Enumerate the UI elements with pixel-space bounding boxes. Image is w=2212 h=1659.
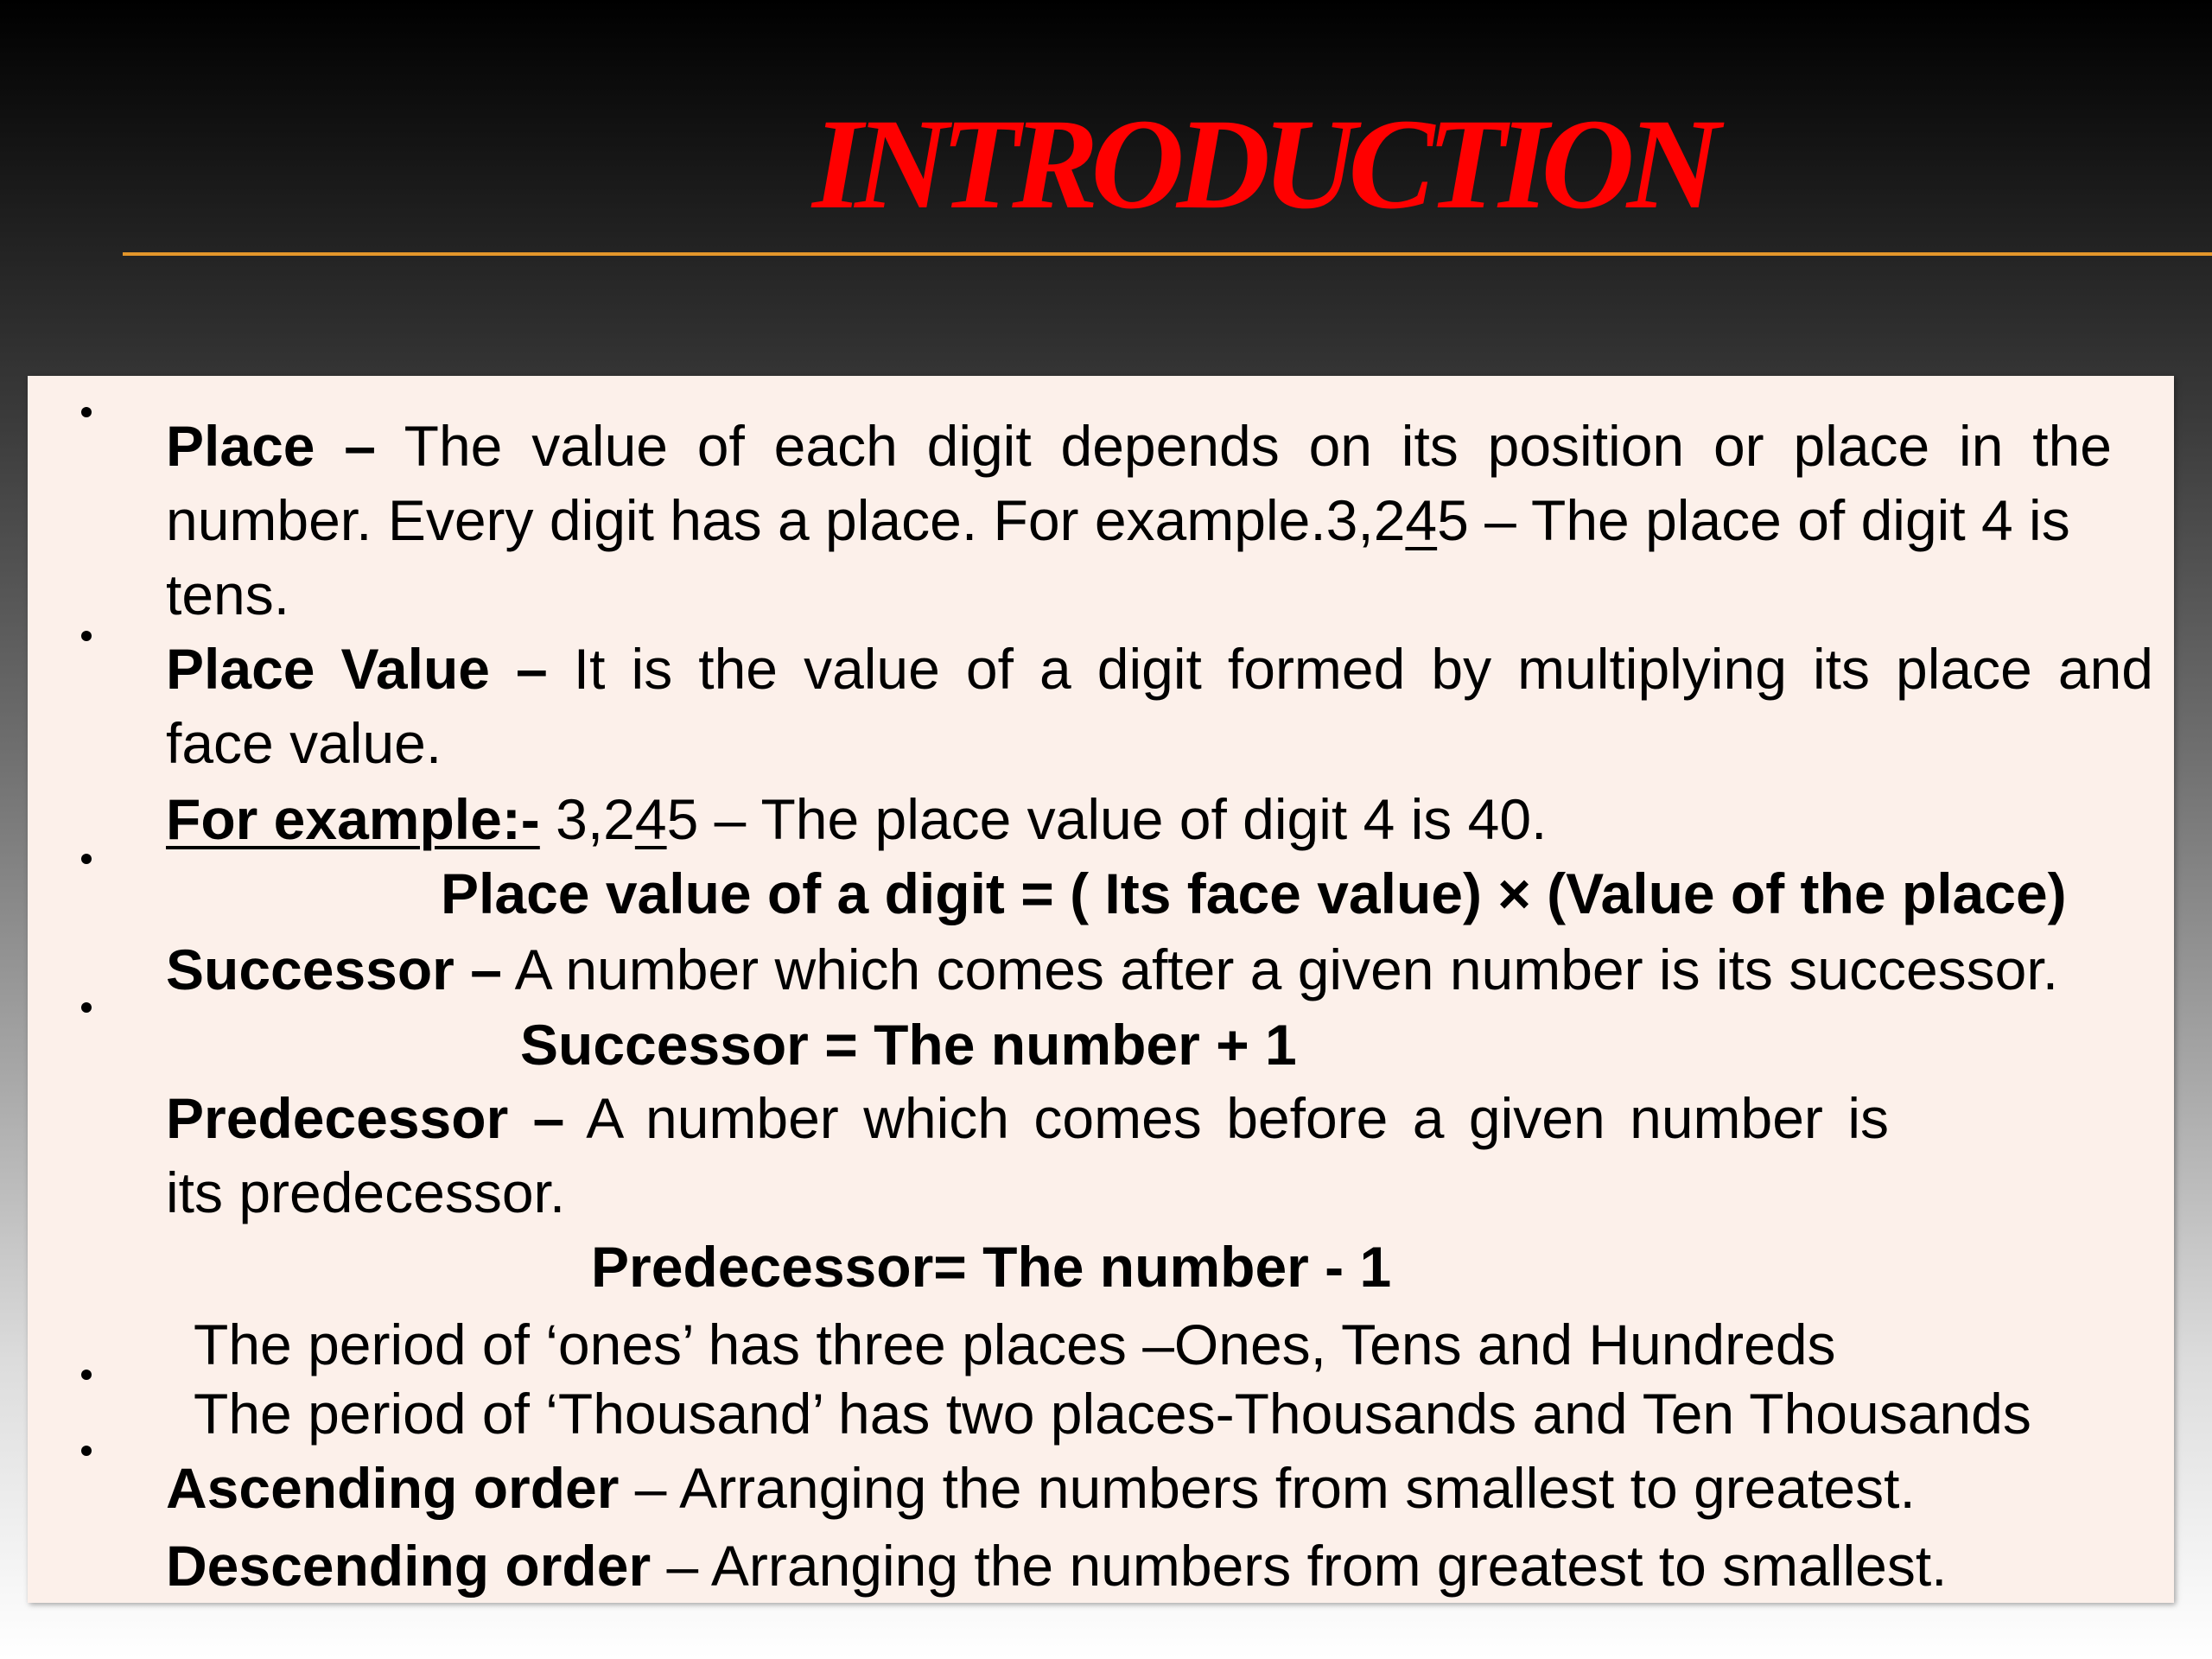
period-thousand: The period of ‘Thousand’ has two places-Thousands and Ten Thousands [194, 1382, 2031, 1446]
bullet-place [81, 407, 92, 417]
bullet-period-ones [81, 1370, 92, 1380]
place-value-line-2: face value. [166, 711, 442, 775]
bullet-place-value [81, 631, 92, 641]
successor-formula: Successor = The number + 1 [520, 1013, 1297, 1077]
example-label: For example:- [166, 787, 540, 851]
descending-line [166, 1529, 1948, 1603]
place-text-1: The value of each digit depends on its position or place in the [376, 414, 2112, 478]
place-underlined-digit: 4 [1405, 488, 1438, 552]
successor-line [166, 932, 2058, 1007]
predecessor-text-1: A number which comes before a given number is [564, 1086, 1889, 1150]
example-text-a: 3,2 [539, 787, 635, 851]
place-value-example [166, 782, 1547, 856]
ascending-text: – Arranging the numbers from smallest to greatest. [619, 1456, 1916, 1520]
example-text-b: 5 – The place value of digit 4 is 40. [666, 787, 1548, 851]
ascending-line [166, 1451, 1916, 1525]
slide-title: INTRODUCTION [812, 92, 1713, 236]
place-line-2 [166, 483, 2070, 557]
predecessor-line-1 [166, 1081, 1889, 1155]
place-line-3: tens. [166, 563, 290, 626]
place-value-term: Place Value – [166, 637, 548, 701]
predecessor-formula: Predecessor= The number - 1 [591, 1235, 1392, 1299]
predecessor-term: Predecessor – [166, 1086, 565, 1150]
predecessor-line-2: its predecessor. [166, 1160, 566, 1224]
place-text-2b: 5 – The place of digit 4 is [1437, 488, 2070, 552]
place-value-text-1: It is the value of a digit formed by multiplying its place and [547, 637, 2153, 701]
place-value-line-1 [166, 632, 2153, 706]
bullet-period-thousand [81, 1446, 92, 1456]
place-value-formula: Place value of a digit = ( Its face value) × (Value of the place) [441, 861, 2067, 925]
bullet-formula [81, 854, 92, 864]
successor-term: Successor – [166, 938, 502, 1001]
content-box [28, 376, 2174, 1603]
ascending-term: Ascending order [166, 1456, 620, 1520]
place-term: Place – [166, 414, 377, 478]
example-underlined-digit: 4 [634, 787, 667, 851]
place-line-1 [166, 409, 2112, 483]
title-divider [123, 252, 2212, 256]
bullet-successor [81, 1002, 92, 1013]
successor-text: A number which comes after a given number is its successor. [501, 938, 2059, 1001]
descending-term: Descending order [166, 1534, 652, 1598]
place-text-2a: number. Every digit has a place. For example.3,2 [166, 488, 1406, 552]
descending-text: – Arranging the numbers from greatest to smallest. [651, 1534, 1948, 1598]
period-ones: The period of ‘ones’ has three places –Ones, Tens and Hundreds [194, 1313, 1836, 1376]
